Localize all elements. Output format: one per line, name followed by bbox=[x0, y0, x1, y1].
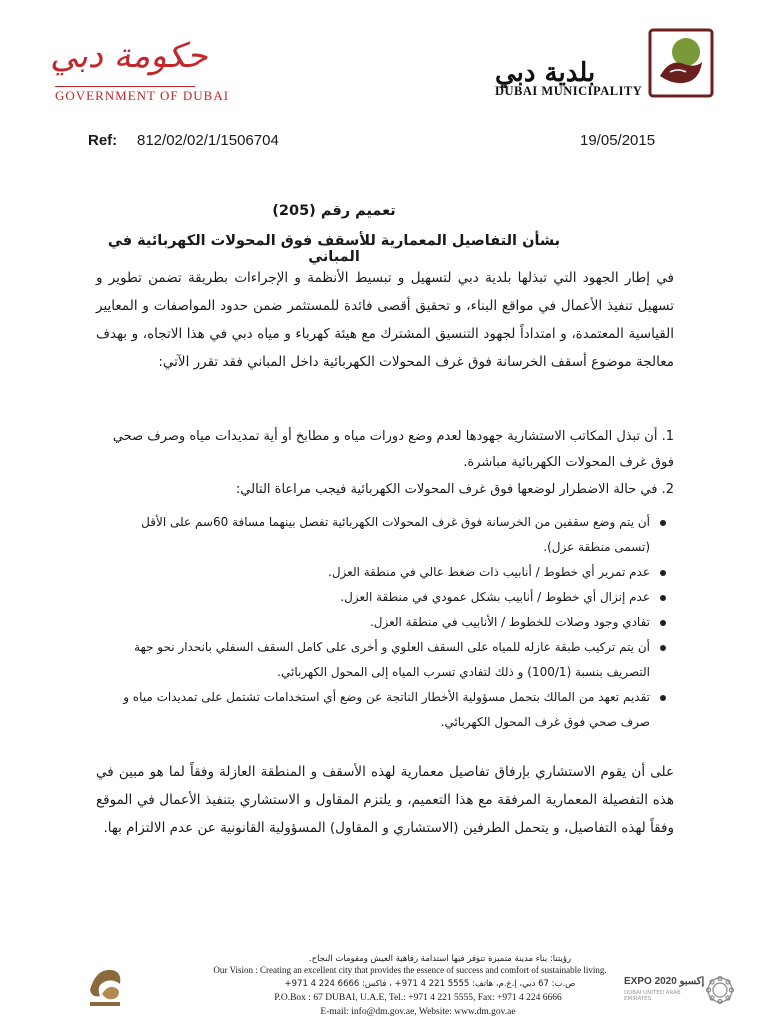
requirements-list bbox=[110, 510, 670, 735]
government-of-dubai-label: GOVERNMENT OF DUBAI bbox=[55, 88, 230, 103]
list-item: تقديم تعهد من المالك بتحمل مسؤولية الأخطار الناتجة عن وضع أي استخدامات تشتمل على تمديدات مياه و صرف صحي فوق غرف المحول الكهربائي. bbox=[110, 685, 670, 735]
expo-2020-sub-label: DUBAI UNITED ARAB EMIRATES bbox=[624, 990, 681, 1002]
footer-contact-arabic: ص.ب: 67 دبي، إ.ع.م، هاتف: 5555 221 4 971+ ، فاكس: 6666 224 4 971+ bbox=[284, 979, 576, 989]
circular-title: تعميم رقم (205) bbox=[272, 203, 396, 219]
document-date: 19/05/2015 bbox=[580, 132, 656, 149]
government-of-dubai-arabic-logo: حكومة دبي bbox=[50, 36, 208, 76]
circular-subject: بشأن التفاصيل المعمارية للأسقف فوق المحولات الكهربائية في المباني bbox=[107, 233, 561, 265]
divider bbox=[55, 86, 195, 87]
closing-paragraph: على أن يقوم الاستشاري بإرفاق تفاصيل معمارية لهذه الأسقف و المنطقة العازلة وفقاً لما هو مبين في هذه التفصيلة المعمارية المرفقة مع هذا التعميم، و يلتزم المقاول و الاستشاري بتنفيذ الأعمال في الموقع وفقاً لهذه التفاصيل، و يتحمل الطرفين (الاستشاري و المقاول) المسؤولية القانونية عن عدم الالتزام بها. bbox=[96, 764, 674, 836]
numbered-item-2: 2. في حالة الاضطرار لوضعها فوق غرف المحولات الكهربائية فيجب مراعاة التالي: bbox=[235, 482, 674, 497]
footer-vision-english: Our Vision : Creating an excellent city that provides the essence of success and comfort of sustainable living. bbox=[213, 965, 607, 975]
intro-paragraph: في إطار الجهود التي تبذلها بلدية دبي لتسهيل و تبسيط الأنظمة و الإجراءات بطريقة تضمن تطوير و تسهيل تنفيذ الأعمال في مواقع البناء، و تحقيق أقصى فائدة للمستثمر ضمن حدود المواصفات و المعايير القياسية المعتمدة، و امتداداً لجهود التنسيق المشترك مع هيئة كهرباء و مياه دبي في هذا الاتجاه، و بهدف معالجة موضوع أسقف الخرسانة فوق غرف المحولات الكهربائية داخل المباني فقد تقرر الآتي: bbox=[96, 270, 674, 370]
dubai-municipality-arabic-logo: بلدية دبي bbox=[495, 58, 596, 88]
list-item: أن يتم تركيب طبقة عازله للمياه على السقف العلوي و أخرى على كامل السقف السفلي بانحدار نحو جهة التصريف بنسبة (100/1) و ذلك لتفادي تسرب المياه إلى المحول الكهربائي. bbox=[110, 635, 670, 685]
ref-label: Ref: bbox=[88, 132, 118, 149]
ref-number: 812/02/02/1/1506704 bbox=[137, 132, 279, 149]
list-item: عدم إنزال أي خطوط / أنابيب بشكل عمودي في منطقة العزل. bbox=[110, 585, 670, 610]
expo-2020-label: EXPO 2020 إكسبو bbox=[624, 976, 705, 987]
footer-vision-arabic: رؤيتنا: بناء مدينة متميزة تتوفر فيها استدامة رفاهية العيش ومقومات النجاح. bbox=[308, 954, 572, 964]
list-item: عدم تمرير أي خطوط / أنابيب ذات ضغط عالي في منطقة العزل. bbox=[110, 560, 670, 585]
dubai-municipality-emblem-icon bbox=[648, 28, 714, 98]
numbered-item-1: 1. أن تبذل المكاتب الاستشارية جهودها لعدم وضع دورات مياه و مطابخ أو أية تمديدات مياه وصرف صحي فوق غرف المحولات الكهربائية مباشرة. bbox=[112, 429, 674, 470]
list-item: أن يتم وضع سقفين من الخرسانة فوق غرف المحولات الكهربائية تفصل بينهما مسافة 60سم على الأقل (تسمى منطقة عزل). bbox=[110, 510, 670, 560]
dubai-municipality-label: DUBAI MUNICIPALITY bbox=[495, 84, 643, 98]
footer-email-website: E-mail: info@dm.gov.ae, Website: www.dm.gov.ae bbox=[320, 1007, 516, 1017]
dubai-gov-logo-icon bbox=[82, 960, 128, 1010]
list-item: تفادي وجود وصلات للخطوط / الأنابيب في منطقة العزل. bbox=[110, 610, 670, 635]
footer-contact-english: P.O.Box : 67 DUBAI, U.A.E, Tel.: +971 4 221 5555, Fax: +971 4 224 6666 bbox=[274, 993, 562, 1003]
expo-2020-emblem-icon bbox=[705, 975, 735, 1005]
